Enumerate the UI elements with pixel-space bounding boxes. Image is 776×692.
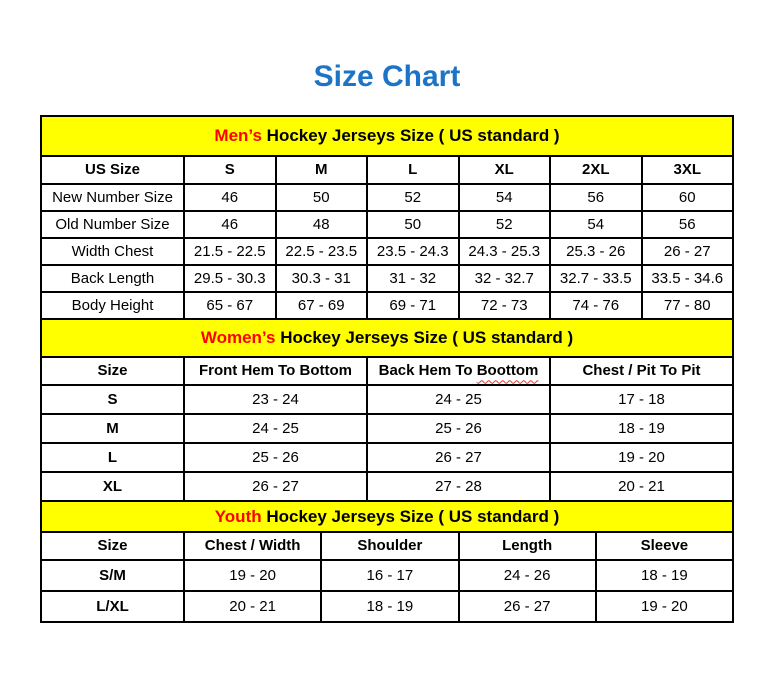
womens-size-table — [40, 318, 734, 502]
mens-col-3xl: 3XL — [642, 156, 734, 184]
size-value: 32.7 - 33.5 — [550, 265, 642, 292]
row-label: New Number Size — [41, 184, 184, 211]
womens-header-row — [41, 357, 733, 385]
youth-section-text: Hockey Jerseys Size ( US standard ) — [261, 506, 560, 526]
mens-col-m: M — [276, 156, 368, 184]
mens-section-keyword: Men’s — [214, 126, 262, 146]
womens-section-text: Hockey Jerseys Size ( US standard ) — [275, 328, 574, 348]
size-value: 74 - 76 — [550, 292, 642, 319]
size-value: 24 - 25 — [367, 385, 550, 414]
size-value: 16 - 17 — [321, 560, 458, 591]
size-value: 23 - 24 — [184, 385, 367, 414]
size-value: 24 - 25 — [184, 414, 367, 443]
youth-header-row — [41, 532, 733, 560]
size-value: 17 - 18 — [550, 385, 733, 414]
size-value: 30.3 - 31 — [276, 265, 368, 292]
table-row — [41, 591, 733, 622]
size-value: 56 — [550, 184, 642, 211]
row-label: M — [41, 414, 184, 443]
row-label: L — [41, 443, 184, 472]
size-value: 31 - 32 — [367, 265, 459, 292]
size-value: 48 — [276, 211, 368, 238]
row-label: Back Length — [41, 265, 184, 292]
back-hem-misspelled-word: Boottom — [476, 362, 539, 380]
table-row — [41, 560, 733, 591]
size-value: 72 - 73 — [459, 292, 551, 319]
size-value: 77 - 80 — [642, 292, 734, 319]
table-row — [41, 414, 733, 443]
youth-section-band — [41, 501, 733, 532]
size-value: 18 - 19 — [550, 414, 733, 443]
youth-col-length: Length — [459, 532, 596, 560]
size-value: 23.5 - 24.3 — [367, 238, 459, 265]
size-value: 25 - 26 — [367, 414, 550, 443]
mens-size-table — [40, 115, 734, 320]
size-value: 33.5 - 34.6 — [642, 265, 734, 292]
size-value: 26 - 27 — [642, 238, 734, 265]
size-value: 54 — [459, 184, 551, 211]
youth-section-keyword: Youth — [214, 506, 262, 526]
mens-section-text: Hockey Jerseys Size ( US standard ) — [261, 126, 560, 146]
row-label: S — [41, 385, 184, 414]
womens-section-band — [41, 319, 733, 357]
size-value: 24 - 26 — [459, 560, 596, 591]
table-row — [41, 211, 733, 238]
size-value: 69 - 71 — [367, 292, 459, 319]
table-row — [41, 292, 733, 319]
size-value: 29.5 - 30.3 — [184, 265, 276, 292]
row-label: L/XL — [41, 591, 184, 622]
size-value: 26 - 27 — [184, 472, 367, 501]
size-value: 60 — [642, 184, 734, 211]
youth-col-shoulder: Shoulder — [321, 532, 458, 560]
size-value: 32 - 32.7 — [459, 265, 551, 292]
size-value: 25 - 26 — [184, 443, 367, 472]
womens-section-title — [41, 319, 733, 357]
size-value: 19 - 20 — [550, 443, 733, 472]
row-label: Body Height — [41, 292, 184, 319]
table-row — [41, 238, 733, 265]
womens-col-front-hem: Front Hem To Bottom — [184, 357, 367, 385]
page-title: Size Chart — [313, 60, 461, 93]
mens-col-xl: XL — [459, 156, 551, 184]
womens-col-size: Size — [41, 357, 184, 385]
size-value: 19 - 20 — [184, 560, 321, 591]
size-value: 24.3 - 25.3 — [459, 238, 551, 265]
mens-section-band — [41, 116, 733, 156]
size-value: 18 - 19 — [596, 560, 733, 591]
size-value: 54 — [550, 211, 642, 238]
size-value: 25.3 - 26 — [550, 238, 642, 265]
back-hem-label: Back Hem To — [378, 362, 477, 380]
womens-section-keyword: Women’s — [200, 328, 276, 348]
youth-col-chest-width: Chest / Width — [184, 532, 321, 560]
size-value: 52 — [459, 211, 551, 238]
mens-col-us-size: US Size — [41, 156, 184, 184]
size-value: 50 — [367, 211, 459, 238]
row-label: S/M — [41, 560, 184, 591]
table-row — [41, 265, 733, 292]
youth-col-sleeve: Sleeve — [596, 532, 733, 560]
size-value: 27 - 28 — [367, 472, 550, 501]
size-value: 20 - 21 — [184, 591, 321, 622]
size-value: 20 - 21 — [550, 472, 733, 501]
row-label: Old Number Size — [41, 211, 184, 238]
youth-section-title — [41, 501, 733, 532]
table-row — [41, 443, 733, 472]
row-label: Width Chest — [41, 238, 184, 265]
size-value: 21.5 - 22.5 — [184, 238, 276, 265]
title-area — [40, 0, 734, 94]
size-value: 65 - 67 — [184, 292, 276, 319]
size-value: 18 - 19 — [321, 591, 458, 622]
size-value: 46 — [184, 184, 276, 211]
womens-col-back-hem — [367, 357, 550, 385]
size-value: 26 - 27 — [459, 591, 596, 622]
size-value: 52 — [367, 184, 459, 211]
table-row — [41, 184, 733, 211]
size-value: 46 — [184, 211, 276, 238]
table-row — [41, 472, 733, 501]
size-value: 50 — [276, 184, 368, 211]
youth-col-size: Size — [41, 532, 184, 560]
womens-col-chest: Chest / Pit To Pit — [550, 357, 733, 385]
youth-size-table — [40, 500, 734, 623]
mens-section-title — [41, 116, 733, 156]
size-value: 22.5 - 23.5 — [276, 238, 368, 265]
size-value: 19 - 20 — [596, 591, 733, 622]
size-value: 26 - 27 — [367, 443, 550, 472]
size-value: 67 - 69 — [276, 292, 368, 319]
mens-col-s: S — [184, 156, 276, 184]
mens-col-2xl: 2XL — [550, 156, 642, 184]
mens-col-l: L — [367, 156, 459, 184]
row-label: XL — [41, 472, 184, 501]
size-chart — [40, 115, 734, 623]
table-row — [41, 385, 733, 414]
mens-header-row — [41, 156, 733, 184]
size-value: 56 — [642, 211, 734, 238]
